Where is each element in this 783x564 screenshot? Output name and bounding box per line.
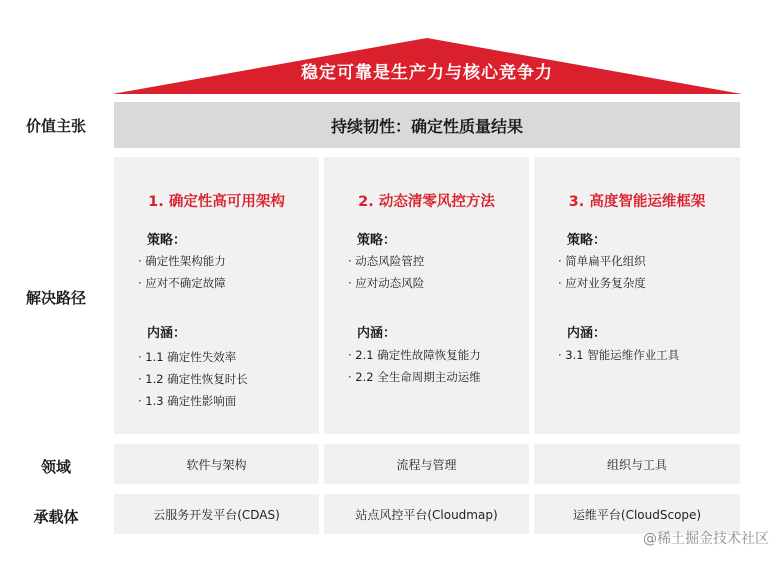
value-proposition-bar: 持续韧性：确定性质量结果 bbox=[114, 102, 740, 148]
watermark-text: @稀土掘金技术社区 bbox=[643, 531, 769, 547]
content-item: · 3.1 智能运维作业工具 bbox=[558, 348, 680, 362]
content-item: · 1.2 确定性恢复时长 bbox=[138, 372, 248, 386]
content-item: · 1.1 确定性失效率 bbox=[138, 350, 237, 364]
row-label-carrier: 承载体 bbox=[33, 508, 79, 526]
strategy-item: · 应对不确定故障 bbox=[138, 276, 226, 290]
solution-column-1 bbox=[114, 157, 319, 434]
roof-title: 稳定可靠是生产力与核心竞争力 bbox=[301, 63, 553, 83]
content-item: · 2.1 确定性故障恢复能力 bbox=[348, 348, 481, 362]
strategy-item: · 简单扁平化组织 bbox=[558, 254, 646, 268]
row-label-value: 价值主张 bbox=[25, 117, 86, 135]
strategy-label: 策略： bbox=[567, 233, 607, 248]
row-label-path: 解决路径 bbox=[25, 289, 86, 307]
column-title: 2. 动态清零风控方法 bbox=[358, 194, 495, 210]
solution-column-3 bbox=[534, 157, 740, 434]
column-title: 1. 确定性高可用架构 bbox=[148, 194, 285, 210]
strategy-item: · 应对动态风险 bbox=[348, 276, 425, 290]
carrier-cell-1: 云服务开发平台(CDAS) bbox=[114, 494, 319, 534]
content-item: · 2.2 全生命周期主动运维 bbox=[348, 370, 481, 384]
domain-cell-3: 组织与工具 bbox=[534, 444, 740, 484]
content-item: · 1.3 确定性影响面 bbox=[138, 394, 237, 408]
content-label: 内涵： bbox=[147, 326, 187, 341]
row-label-domain: 领域 bbox=[40, 458, 71, 476]
strategy-label: 策略： bbox=[357, 233, 397, 248]
column-title: 3. 高度智能运维框架 bbox=[568, 194, 706, 210]
carrier-cell-3: 运维平台(CloudScope) bbox=[534, 494, 740, 534]
strategy-item: · 应对业务复杂度 bbox=[558, 276, 646, 290]
domain-cell-2: 流程与管理 bbox=[324, 444, 529, 484]
strategy-item: · 确定性架构能力 bbox=[138, 254, 226, 268]
solution-column-2 bbox=[324, 157, 529, 434]
strategy-item: · 动态风险管控 bbox=[348, 254, 425, 268]
carrier-cell-2: 站点风控平台(Cloudmap) bbox=[324, 494, 529, 534]
content-label: 内涵： bbox=[567, 326, 607, 341]
content-label: 内涵： bbox=[357, 326, 397, 341]
strategy-label: 策略： bbox=[147, 233, 187, 248]
domain-cell-1: 软件与架构 bbox=[114, 444, 319, 484]
